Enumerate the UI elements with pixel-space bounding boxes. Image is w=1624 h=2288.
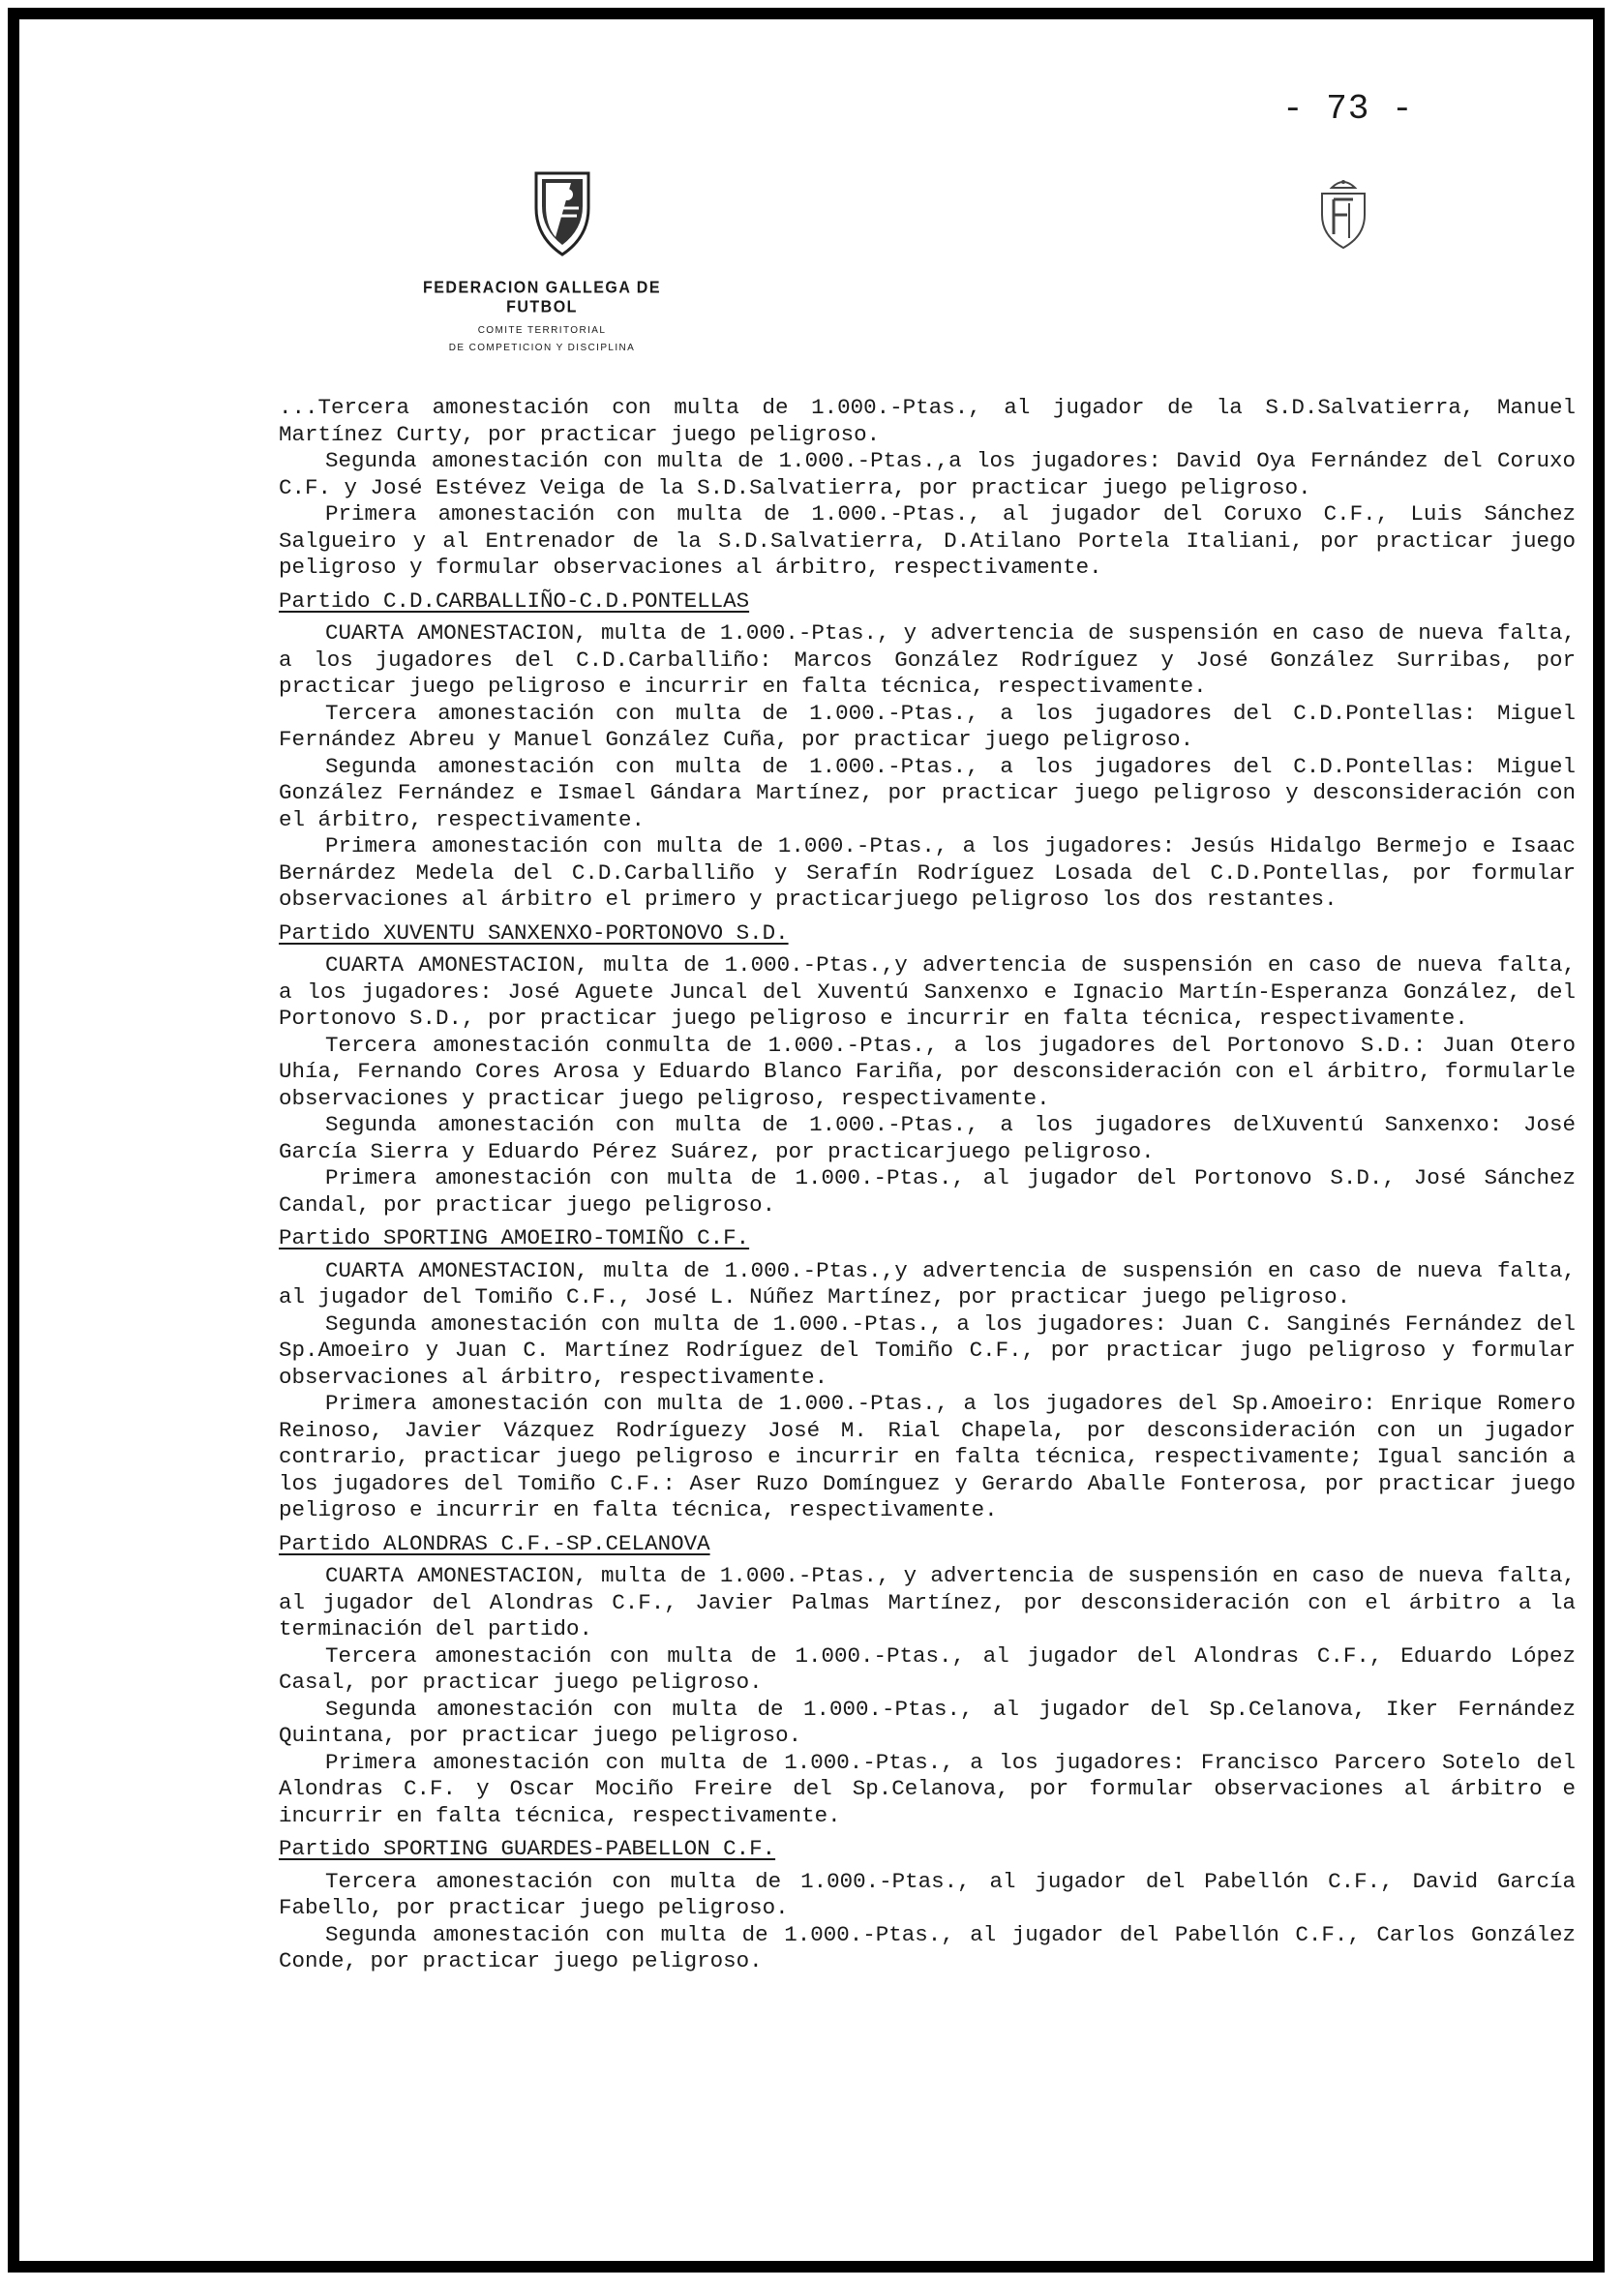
match-section <box>279 582 1576 914</box>
match-section <box>279 914 1576 1219</box>
document-body <box>279 395 1576 1975</box>
paragraph: Tercera amonestación con multa de 1.000.-Ptas., al jugador del Pabellón C.F., David García Fabello, por practicar juego peligroso. <box>279 1868 1576 1920</box>
paragraph: CUARTA AMONESTACION, multa de 1.000.-Ptas.,y advertencia de suspensión en caso de nueva falta, a los jugadores: José Aguete Juncal del Xuventú Sanxenxo e Ignacio Martín-Esperanza González, del Portonovo S.D., por practicar juego peligroso e incurrir en falta técnica, respectivamente. <box>279 952 1576 1031</box>
paragraph: Segunda amonestación con multa de 1.000.-Ptas., a los jugadores del C.D.Pontellas: Miguel González Fernández e Ismael Gándara Martínez, por practicar juego peligroso y desconsideración con el árbitro, respectivamente. <box>279 753 1576 832</box>
paragraph: Primera amonestación con multa de 1.000.-Ptas., a los jugadores: Jesús Hidalgo Bermejo e Isaac Bernárdez Medela del C.D.Carballiño y Serafín Rodríguez Losada del C.D.Pontellas, por formular observaciones al árbitro el primero y practicarjuego peligroso los dos restantes. <box>279 833 1576 912</box>
paragraph: Tercera amonestación con multa de 1.000.-Ptas., al jugador del Alondras C.F., Eduardo López Casal, por practicar juego peligroso. <box>279 1642 1576 1695</box>
paragraph: Primera amonestación con multa de 1.000.-Ptas., a los jugadores del Sp.Amoeiro: Enrique Romero Reinoso, Javier Vázquez Rodríguezy José M. Rial Chapela, por desconsideración con un jugador contrario, practicar juego peligroso e incurrir en falta técnica, respectivamente; Igual sanción a los jugadores del Tomiño C.F.: Aser Ruzo Domínguez y Gerardo Aballe Fonterosa, por practicar juego peligroso e incurrir en falta técnica, respectivamente. <box>279 1391 1576 1522</box>
paragraph: Segunda amonestación con multa de 1.000.-Ptas., a los jugadores delXuventú Sanxenxo: José García Sierra y Eduardo Pérez Suárez, por practicarjuego peligroso. <box>279 1112 1576 1164</box>
paragraph: Tercera amonestación conmulta de 1.000.-Ptas., a los jugadores del Portonovo S.D.: Juan Otero Uhía, Fernando Cores Arosa y Eduardo Blanco Fariña, por desconsideración con el árbitro, formularle observaciones y practicar juego peligroso, respectivamente. <box>279 1032 1576 1111</box>
paragraph: CUARTA AMONESTACION, multa de 1.000.-Ptas., y advertencia de suspensión en caso de nueva falta, a los jugadores del C.D.Carballiño: Marcos González Rodríguez y José González Surribas, por practicar juego peligroso e incurrir en falta técnica, respectivamente. <box>279 620 1576 699</box>
paragraph: Segunda amonestación con multa de 1.000.-Ptas., al jugador del Pabellón C.F., Carlos González Conde, por practicar juego peligroso. <box>279 1921 1576 1973</box>
paragraph: Primera amonestación con multa de 1.000.-Ptas., al jugador del Portonovo S.D., José Sánchez Candal, por practicar juego peligroso. <box>279 1165 1576 1218</box>
match-section <box>279 1829 1576 1975</box>
match-heading: Partido XUVENTU SANXENXO-PORTONOVO S.D. <box>279 919 789 946</box>
match-section <box>279 1524 1576 1830</box>
paragraph: Tercera amonestación con multa de 1.000.-Ptas., a los jugadores del C.D.Pontellas: Miguel Fernández Abreu y Manuel González Cuña, por practicar juego peligroso. <box>279 700 1576 752</box>
organization-subtitle-line2: DE COMPETICION Y DISCIPLINA <box>448 343 636 353</box>
federation-crest-icon <box>532 169 592 258</box>
match-heading: Partido SPORTING AMOEIRO-TOMIÑO C.F. <box>279 1225 750 1250</box>
match-heading: Partido SPORTING GUARDES-PABELLON C.F. <box>279 1836 776 1861</box>
paragraph: Primera amonestación con multa de 1.000.-Ptas., al jugador del Coruxo C.F., Luis Sánchez Salgueiro y al Entrenador de la S.D.Salvatierra, D.Atilano Portela Italiani, por practicar juego peligroso y formular observaciones al árbitro, respectivamente. <box>279 501 1576 580</box>
paragraph: ...Tercera amonestación con multa de 1.000.-Ptas., al jugador de la S.D.Salvatierra, Manuel Martínez Curty, por practicar juego peligroso. <box>279 395 1576 447</box>
page-number: - 73 - <box>1282 89 1414 129</box>
paragraph: Segunda amonestación con multa de 1.000.-Ptas., al jugador del Sp.Celanova, Iker Fernández Quintana, por practicar juego peligroso. <box>279 1696 1576 1748</box>
organization-name: FEDERACION GALLEGA DE FUTBOL <box>422 279 662 316</box>
match-heading: Partido C.D.CARBALLIÑO-C.D.PONTELLAS <box>279 587 750 614</box>
paragraph: Segunda amonestación con multa de 1.000.-Ptas.,a los jugadores: David Oya Fernández del Coruxo C.F. y José Estévez Veiga de la S.D.Salvatierra, por practicar juego peligroso. <box>279 448 1576 500</box>
match-section <box>279 1219 1576 1524</box>
paragraph: CUARTA AMONESTACION, multa de 1.000.-Ptas.,y advertencia de suspensión en caso de nueva falta, al jugador del Tomiño C.F., José L. Núñez Martínez, por practicar juego peligroso. <box>279 1257 1576 1310</box>
match-heading: Partido ALONDRAS C.F.-SP.CELANOVA <box>279 1530 710 1556</box>
organization-subtitle-line1: COMITE TERRITORIAL <box>477 325 607 336</box>
paragraph: CUARTA AMONESTACION, multa de 1.000.-Ptas., y advertencia de suspensión en caso de nueva falta, al jugador del Alondras C.F., Javier Palmas Martínez, por desconsideración con el árbitro a la terminación del partido. <box>279 1563 1576 1641</box>
paragraph: Segunda amonestación con multa de 1.000.-Ptas., a los jugadores: Juan C. Sanginés Fernández del Sp.Amoeiro y Juan C. Martínez Rodríguez del Tomiño C.F., por practicar jugo peligroso y formular observaciones al árbitro, respectivamente. <box>279 1310 1576 1390</box>
royal-federation-emblem-icon <box>1314 174 1372 252</box>
paragraph: Primera amonestación con multa de 1.000.-Ptas., a los jugadores: Francisco Parcero Sotelo del Alondras C.F. y Oscar Mociño Freire del Sp.Celanova, por formular observaciones al árbitro e incurrir en falta técnica, respectivamente. <box>279 1749 1576 1828</box>
